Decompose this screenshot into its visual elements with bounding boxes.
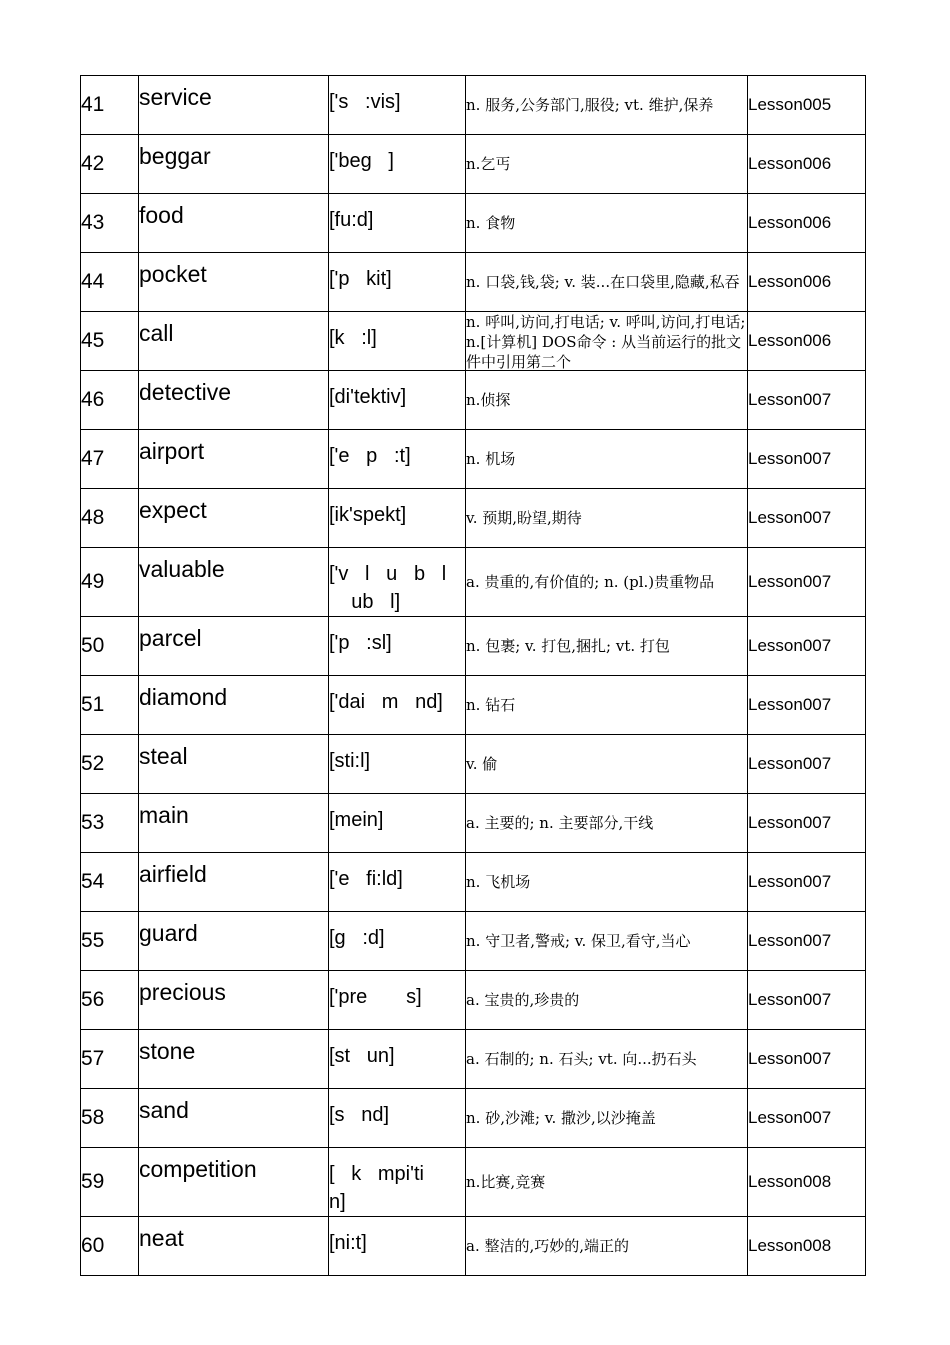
entry-number: 45 — [81, 312, 139, 371]
entry-phonetic: ['beg ] — [329, 135, 466, 194]
table-row — [81, 371, 866, 430]
entry-phonetic: ['dai m nd] — [329, 676, 466, 735]
entry-phonetic: [sti:l] — [329, 735, 466, 794]
table-row — [81, 430, 866, 489]
entry-definition: n.比赛,竞赛 — [466, 1148, 748, 1217]
table-row — [81, 76, 866, 135]
entry-phonetic: [g :d] — [329, 912, 466, 971]
entry-word: diamond — [139, 676, 329, 735]
table-row — [81, 135, 866, 194]
entry-word: food — [139, 194, 329, 253]
entry-number: 49 — [81, 548, 139, 617]
entry-word: detective — [139, 371, 329, 430]
table-row — [81, 735, 866, 794]
entry-number: 58 — [81, 1089, 139, 1148]
entry-lesson: Lesson007 — [748, 735, 866, 794]
entry-definition: v. 偷 — [466, 735, 748, 794]
entry-lesson: Lesson008 — [748, 1217, 866, 1276]
entry-lesson: Lesson006 — [748, 135, 866, 194]
table-row — [81, 1148, 866, 1217]
entry-number: 54 — [81, 853, 139, 912]
entry-word: airport — [139, 430, 329, 489]
entry-definition: n. 守卫者,警戒; v. 保卫,看守,当心 — [466, 912, 748, 971]
entry-number: 48 — [81, 489, 139, 548]
entry-lesson: Lesson007 — [748, 794, 866, 853]
entry-lesson: Lesson006 — [748, 312, 866, 371]
entry-lesson: Lesson008 — [748, 1148, 866, 1217]
table-row — [81, 1030, 866, 1089]
entry-word: steal — [139, 735, 329, 794]
entry-number: 52 — [81, 735, 139, 794]
entry-lesson: Lesson007 — [748, 489, 866, 548]
entry-number: 53 — [81, 794, 139, 853]
entry-definition: n. 钻石 — [466, 676, 748, 735]
table-row — [81, 794, 866, 853]
entry-number: 59 — [81, 1148, 139, 1217]
table-row — [81, 194, 866, 253]
table-row — [81, 1217, 866, 1276]
entry-number: 47 — [81, 430, 139, 489]
entry-word: parcel — [139, 617, 329, 676]
entry-word: main — [139, 794, 329, 853]
entry-phonetic: ['e p :t] — [329, 430, 466, 489]
entry-definition: a. 宝贵的,珍贵的 — [466, 971, 748, 1030]
entry-word: competition — [139, 1148, 329, 1217]
entry-phonetic: [k :l] — [329, 312, 466, 371]
entry-number: 46 — [81, 371, 139, 430]
entry-number: 42 — [81, 135, 139, 194]
entry-word: pocket — [139, 253, 329, 312]
entry-definition: n. 砂,沙滩; v. 撒沙,以沙掩盖 — [466, 1089, 748, 1148]
table-row — [81, 489, 866, 548]
entry-phonetic: [fu:d] — [329, 194, 466, 253]
entry-definition: n. 食物 — [466, 194, 748, 253]
entry-number: 51 — [81, 676, 139, 735]
entry-definition: a. 石制的; n. 石头; vt. 向...扔石头 — [466, 1030, 748, 1089]
vocabulary-table-body — [81, 76, 866, 1276]
entry-number: 41 — [81, 76, 139, 135]
table-row — [81, 1089, 866, 1148]
table-row — [81, 853, 866, 912]
entry-definition: n. 飞机场 — [466, 853, 748, 912]
entry-word: stone — [139, 1030, 329, 1089]
entry-word: beggar — [139, 135, 329, 194]
entry-phonetic: [st un] — [329, 1030, 466, 1089]
entry-lesson: Lesson007 — [748, 971, 866, 1030]
entry-number: 43 — [81, 194, 139, 253]
entry-number: 44 — [81, 253, 139, 312]
entry-number: 55 — [81, 912, 139, 971]
entry-definition: n.乞丐 — [466, 135, 748, 194]
entry-definition: a. 整洁的,巧妙的,端正的 — [466, 1217, 748, 1276]
entry-number: 60 — [81, 1217, 139, 1276]
entry-lesson: Lesson007 — [748, 676, 866, 735]
entry-lesson: Lesson007 — [748, 617, 866, 676]
entry-lesson: Lesson007 — [748, 1030, 866, 1089]
entry-lesson: Lesson007 — [748, 853, 866, 912]
entry-word: valuable — [139, 548, 329, 617]
entry-phonetic: [mein] — [329, 794, 466, 853]
entry-phonetic: [ik'spekt] — [329, 489, 466, 548]
entry-phonetic: ['pre s] — [329, 971, 466, 1030]
entry-lesson: Lesson005 — [748, 76, 866, 135]
entry-phonetic: [ni:t] — [329, 1217, 466, 1276]
entry-lesson: Lesson007 — [748, 430, 866, 489]
entry-definition: v. 预期,盼望,期待 — [466, 489, 748, 548]
entry-lesson: Lesson007 — [748, 371, 866, 430]
entry-definition: n. 呼叫,访问,打电话; v. 呼叫,访问,打电话; n.[计算机] DOS命令 : 从当前运行的批文件中引用第二个 — [466, 312, 748, 371]
entry-number: 56 — [81, 971, 139, 1030]
entry-number: 57 — [81, 1030, 139, 1089]
entry-lesson: Lesson006 — [748, 253, 866, 312]
entry-lesson: Lesson006 — [748, 194, 866, 253]
entry-lesson: Lesson007 — [748, 1089, 866, 1148]
entry-lesson: Lesson007 — [748, 912, 866, 971]
table-row — [81, 548, 866, 617]
table-row — [81, 253, 866, 312]
entry-phonetic: ['e fi:ld] — [329, 853, 466, 912]
table-row — [81, 617, 866, 676]
vocabulary-table — [80, 75, 866, 1276]
entry-definition: a. 主要的; n. 主要部分,干线 — [466, 794, 748, 853]
entry-phonetic: ['p kit] — [329, 253, 466, 312]
entry-phonetic: [di'tektiv] — [329, 371, 466, 430]
table-row — [81, 912, 866, 971]
entry-definition: n.侦探 — [466, 371, 748, 430]
entry-word: service — [139, 76, 329, 135]
entry-definition: n. 包裹; v. 打包,捆扎; vt. 打包 — [466, 617, 748, 676]
table-row — [81, 676, 866, 735]
entry-phonetic: [ k mpi'ti n] — [329, 1148, 466, 1217]
entry-phonetic: ['v l u b l ub l] — [329, 548, 466, 617]
entry-definition: a. 贵重的,有价值的; n. (pl.)贵重物品 — [466, 548, 748, 617]
entry-definition: n. 服务,公务部门,服役; vt. 维护,保养 — [466, 76, 748, 135]
entry-word: neat — [139, 1217, 329, 1276]
entry-phonetic: ['p :sl] — [329, 617, 466, 676]
entry-definition: n. 机场 — [466, 430, 748, 489]
entry-lesson: Lesson007 — [748, 548, 866, 617]
entry-word: precious — [139, 971, 329, 1030]
entry-phonetic: [s nd] — [329, 1089, 466, 1148]
entry-word: sand — [139, 1089, 329, 1148]
entry-definition: n. 口袋,钱,袋; v. 装...在口袋里,隐藏,私吞 — [466, 253, 748, 312]
entry-word: guard — [139, 912, 329, 971]
entry-word: airfield — [139, 853, 329, 912]
table-row — [81, 971, 866, 1030]
table-row — [81, 312, 866, 371]
entry-word: call — [139, 312, 329, 371]
entry-phonetic: ['s :vis] — [329, 76, 466, 135]
entry-number: 50 — [81, 617, 139, 676]
entry-word: expect — [139, 489, 329, 548]
